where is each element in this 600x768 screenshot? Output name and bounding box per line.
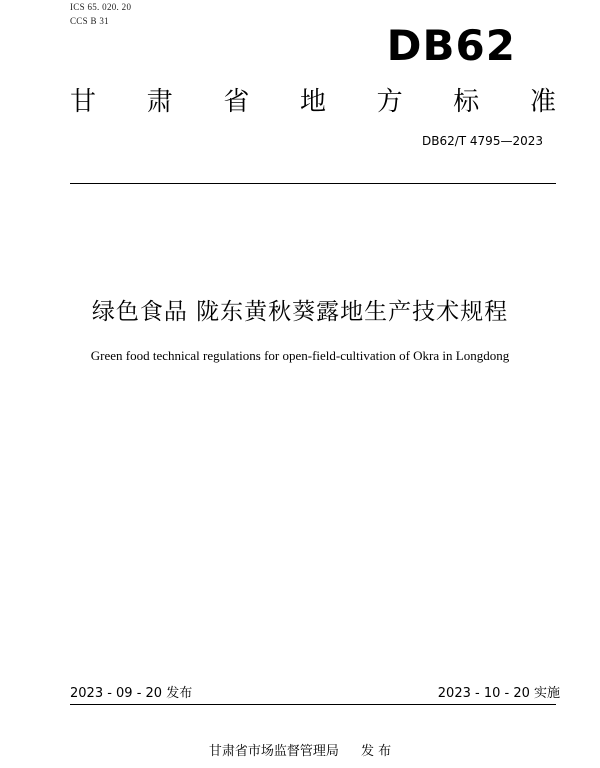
publisher-line (0, 744, 600, 760)
bottom-divider (70, 704, 556, 705)
standard-category-char: 甘 (70, 87, 97, 117)
standard-number: DB62/T 4795—2023 (421, 134, 543, 148)
document-title-chinese: 绿色食品 陇东黄秋葵露地生产技术规程 (91, 299, 509, 325)
standard-category-char: 方 (376, 87, 403, 117)
ccs-code: CCS B 31 (70, 16, 109, 26)
implementation-date: 2023 - 10 - 20 实施 (437, 686, 560, 701)
publish-action: 发 布 (360, 744, 392, 759)
publisher-name: 甘肃省市场监督管理局 (208, 744, 339, 759)
top-divider (70, 183, 556, 184)
db-logo: DB62 (386, 21, 516, 70)
standard-category-title (70, 86, 556, 118)
standard-category-char: 标 (453, 87, 480, 117)
standard-category-char: 准 (529, 87, 556, 117)
standard-category-char: 省 (223, 87, 250, 117)
ics-code: ICS 65. 020. 20 (70, 2, 132, 12)
issue-date: 2023 - 09 - 20 发布 (70, 686, 193, 701)
standard-category-char: 地 (299, 87, 326, 117)
document-title-english: Green food technical regulations for open-field-cultivation of Okra in Longdong (90, 348, 510, 363)
standard-category-char: 肃 (146, 87, 173, 117)
